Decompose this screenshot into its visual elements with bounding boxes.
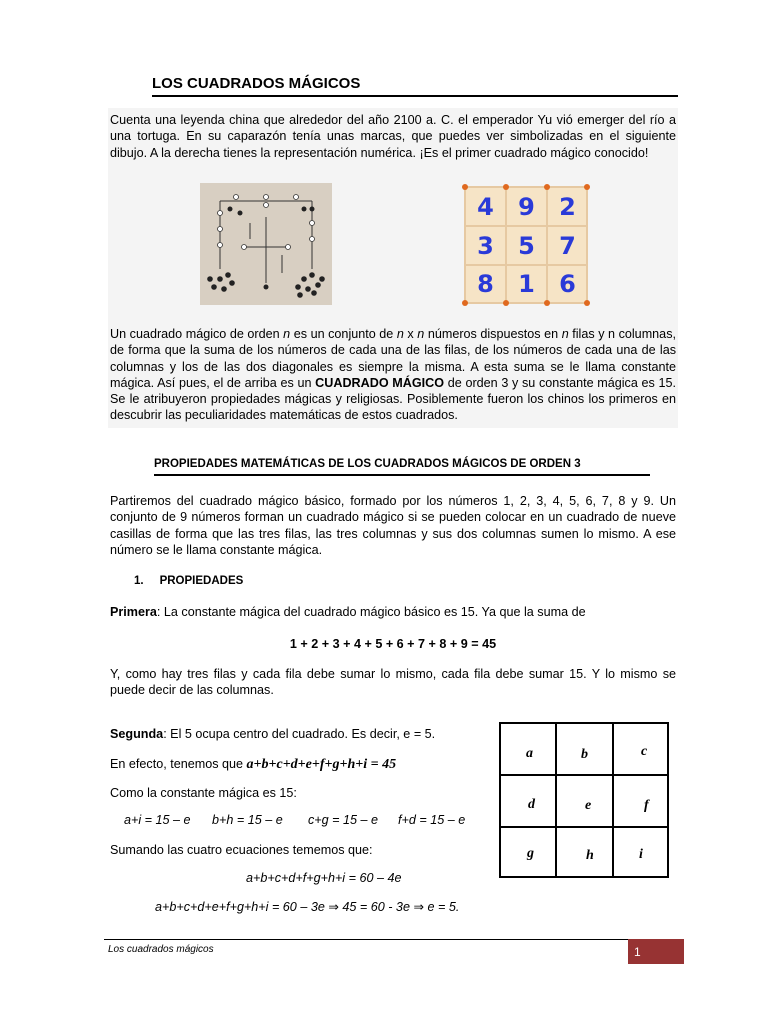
page-number: 1	[628, 939, 684, 964]
magic-cell: 1	[518, 270, 535, 298]
grid-cell-e: e	[585, 798, 592, 813]
letter-grid	[499, 722, 669, 878]
equation-fd: f+d = 15 – e	[398, 813, 466, 827]
sumando-line: Sumando las cuatro ecuaciones tememos que:	[110, 843, 373, 857]
section-intro: Partiremos del cuadrado mágico básico, formado por los números 1, 2, 3, 4, 5, 6, 7, 8 y 9. Un conjunto de 9 números forman un cuadrado mágico si se pueden colocar en un cuadrado de nueve casillas de forma que las tres filas, las tres columnas y sus dos columnas sumen lo mismo. A ese número se le llama constante mágica.	[110, 494, 676, 557]
list-heading: 1. PROPIEDADES	[134, 575, 244, 587]
magic-cell: 3	[477, 232, 494, 260]
page-title: LOS CUADRADOS MÁGICOS	[152, 75, 678, 97]
magic-cell: 6	[559, 270, 576, 298]
magic-cell: 7	[559, 232, 576, 260]
grid-cell-d: d	[528, 797, 535, 812]
magic-cell: 9	[518, 193, 535, 221]
footer-rule	[104, 939, 628, 940]
magic-cell: 8	[477, 270, 494, 298]
section-title: PROPIEDADES MATEMÁTICAS DE LOS CUADRADOS MÁGICOS DE ORDEN 3	[154, 458, 650, 476]
grid-cell-h: h	[586, 848, 594, 863]
grid-cell-a: a	[526, 746, 533, 761]
magic-cell: 5	[518, 232, 535, 260]
segunda-line: Segunda: El 5 ocupa centro del cuadrado. Es decir, e = 5.	[110, 727, 436, 741]
numeric-magic-square	[464, 186, 588, 304]
equation-sum: a+b+c+d+f+g+h+i = 60 – 4e	[246, 871, 402, 885]
sum-equation: 1 + 2 + 3 + 4 + 5 + 6 + 7 + 8 + 9 = 45	[289, 637, 497, 651]
luoshu-drawing	[200, 183, 332, 305]
footer-title: Los cuadrados mágicos	[108, 944, 214, 955]
equation-ai: a+i = 15 – e	[124, 813, 191, 827]
grid-cell-f: f	[644, 798, 649, 813]
grid-cell-c: c	[641, 744, 648, 759]
equation-bh: b+h = 15 – e	[212, 813, 283, 827]
magic-cell: 2	[559, 193, 576, 221]
image-band	[108, 170, 678, 318]
constant-line: Como la constante mágica es 15:	[110, 786, 297, 800]
equation-final: a+b+c+d+e+f+g+h+i = 60 – 3e ⇒ 45 = 60 - 3e ⇒ e = 5.	[155, 900, 460, 914]
grid-cell-b: b	[581, 747, 588, 762]
grid-cell-g: g	[527, 846, 534, 861]
definition-paragraph: Un cuadrado mágico de orden n es un conjunto de n x n números dispuestos en n filas y n columnas, de forma que la suma de los números de cada una de las filas, de los números de cada una de las columnas y los de las dos diagonales es siempre la misma. A esta suma se le llama constante mágica. Así pues, el de arriba es un CUADRADO MÁGICO de orden 3 y su constante mágica es 15. Se le atribuyeron propiedades mágicas y religiosas. Posiblemente fueron los chinos los primeros en descubrir las peculiaridades matemáticas de estos cuadrados.	[110, 327, 677, 423]
equation-cg: c+g = 15 – e	[308, 813, 379, 827]
luoshu-turtle-image	[200, 183, 332, 305]
magic-cell: 4	[477, 193, 494, 221]
grid-cell-i: i	[639, 847, 643, 862]
primera-line: Primera: La constante mágica del cuadrado mágico básico es 15. Ya que la suma de	[110, 605, 586, 619]
efecto-line: En efecto, tenemos que a+b+c+d+e+f+g+h+i = 45	[110, 757, 397, 772]
rows-paragraph: Y, como hay tres filas y cada fila debe sumar lo mismo, cada fila debe sumar 15. Y lo mismo se puede decir de las columnas.	[110, 667, 676, 698]
intro-paragraph: Cuenta una leyenda china que alrededor del año 2100 a. C. el emperador Yu vió emerger del río a una tortuga. En su caparazón tenía unas marcas, que puedes ver simbolizadas en el siguiente dibujo. A la derecha tienes la representación numérica. ¡Es el primer cuadrado mágico conocido!	[110, 113, 676, 160]
